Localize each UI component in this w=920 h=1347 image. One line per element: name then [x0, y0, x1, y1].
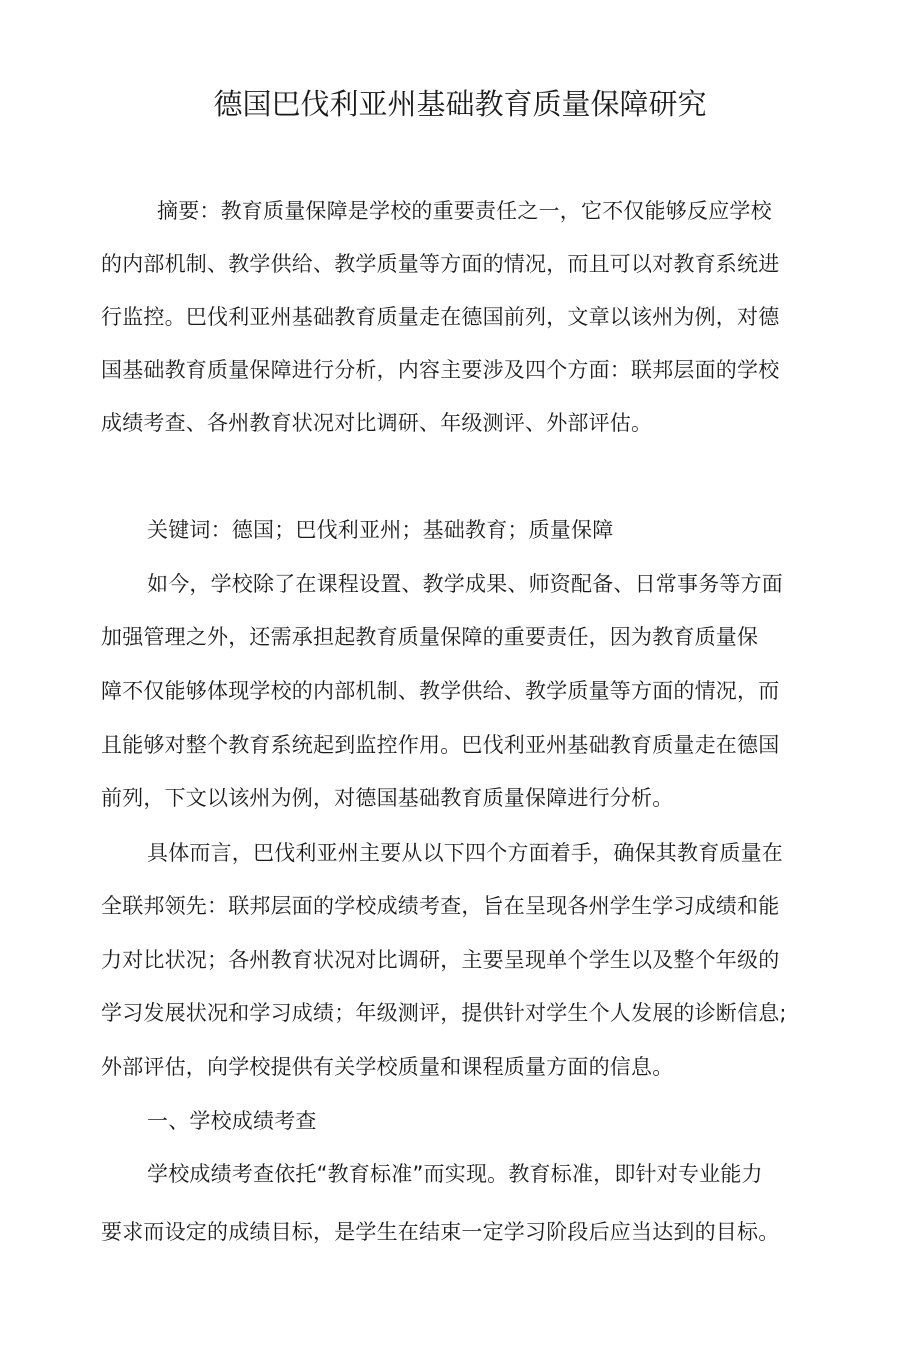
paragraph-line: 具体而言，巴伐利亚州主要从以下四个方面着手，确保其教育质量在 — [147, 841, 783, 865]
abstract-line: 行监控。巴伐利亚州基础教育质量走在德国前列，文章以该州为例，对德 — [101, 305, 780, 329]
paragraph-line: 前列，下文以该州为例，对德国基础教育质量保障进行分析。 — [101, 786, 674, 810]
abstract-line: 国基础教育质量保障进行分析，内容主要涉及四个方面：联邦层面的学校 — [101, 358, 780, 382]
paragraph-line: 学校成绩考查依托“教育标准”而实现。教育标准，即针对专业能力 — [147, 1162, 763, 1186]
paragraph-line: 力对比状况；各州教育状况对比调研，主要呈现单个学生以及整个年级的 — [101, 948, 780, 972]
paragraph-line: 学习发展状况和学习成绩；年级测评，提供针对学生个人发展的诊断信息; — [101, 1001, 787, 1025]
abstract-line: 摘要：教育质量保障是学校的重要责任之一，它不仅能够反应学校 — [157, 199, 772, 223]
paragraph-line: 全联邦领先：联邦层面的学校成绩考查，旨在呈现各州学生学习成绩和能 — [101, 894, 780, 918]
abstract-line: 成绩考查、各州教育状况对比调研、年级测评、外部评估。 — [101, 411, 653, 435]
paragraph-line: 障不仅能够体现学校的内部机制、教学供给、教学质量等方面的情况，而 — [101, 679, 780, 703]
keywords-line: 关键词：德国；巴伐利亚州；基础教育；质量保障 — [147, 518, 614, 542]
paragraph-line: 外部评估，向学校提供有关学校质量和课程质量方面的信息。 — [101, 1055, 674, 1079]
paragraph-line: 如今，学校除了在课程设置、教学成果、师资配备、日常事务等方面 — [147, 572, 783, 596]
document-title: 德国巴伐利亚州基础教育质量保障研究 — [213, 87, 707, 121]
section-heading: 一、学校成绩考查 — [147, 1109, 317, 1133]
paragraph-line: 加强管理之外，还需承担起教育质量保障的重要责任，因为教育质量保 — [101, 625, 759, 649]
paragraph-line: 且能够对整个教育系统起到监控作用。巴伐利亚州基础教育质量走在德国 — [101, 733, 780, 757]
paragraph-line: 要求而设定的成绩目标，是学生在结束一定学习阶段后应当达到的目标。 — [101, 1220, 780, 1244]
abstract-line: 的内部机制、教学供给、教学质量等方面的情况，而且可以对教育系统进 — [101, 252, 780, 276]
